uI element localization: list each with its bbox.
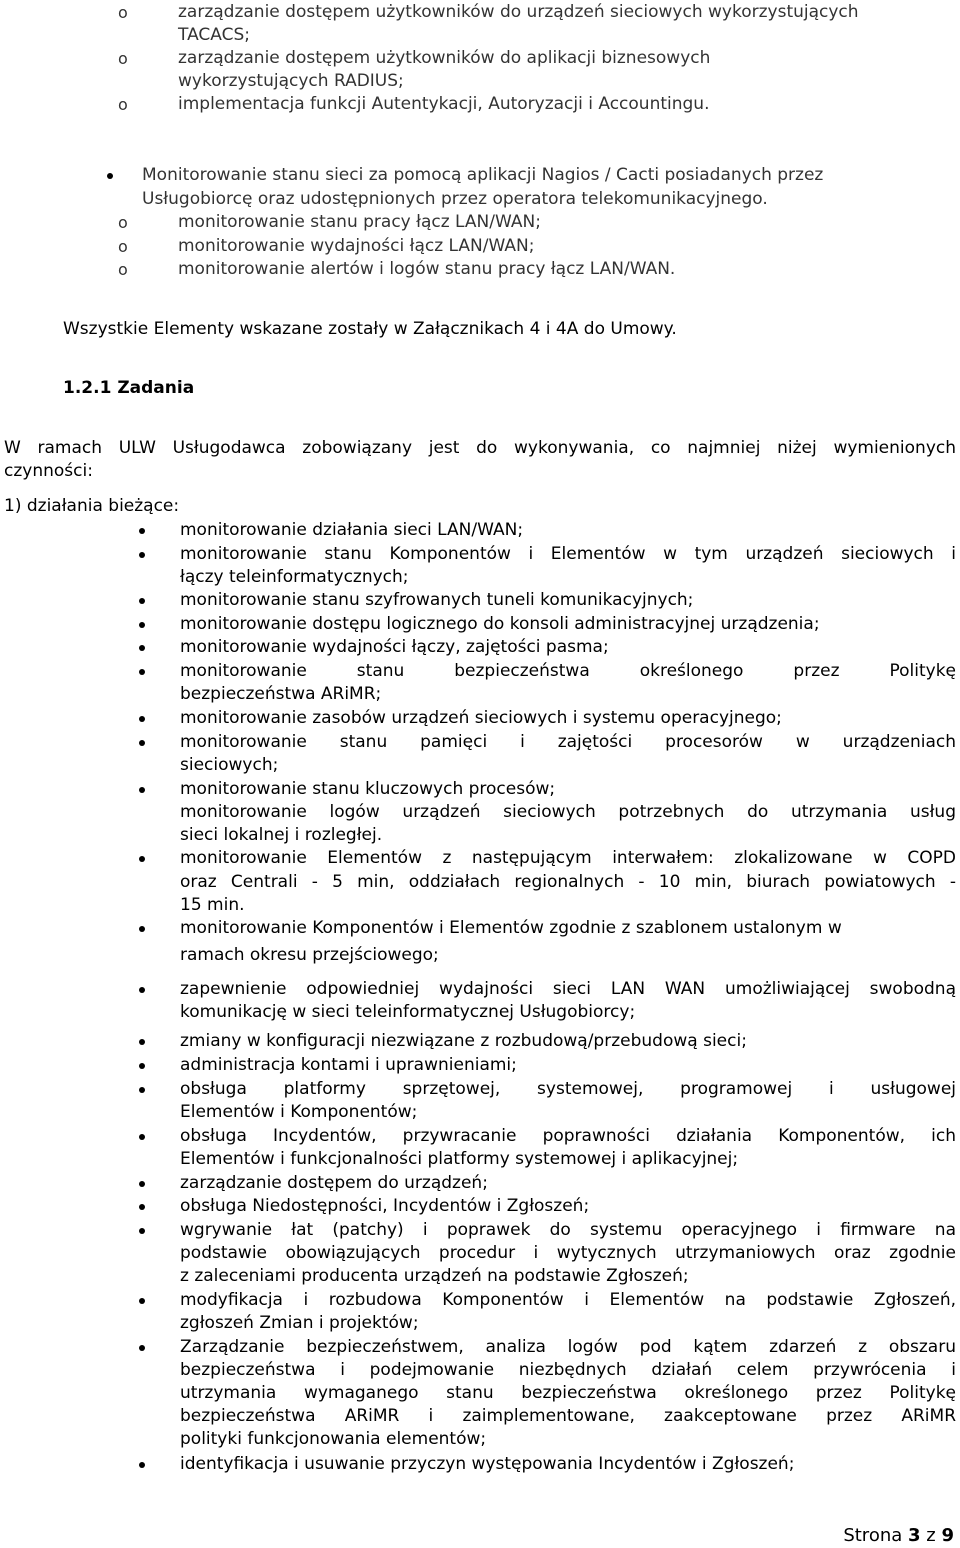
- bullet-dot: [139, 528, 145, 534]
- task-line: Elementów i Komponentów;: [180, 1102, 418, 1122]
- bullet-dot: [139, 787, 145, 793]
- bullet-line: Usługobiorcę oraz udostępnionych przez operatora telekomunikacyjnego.: [142, 189, 768, 209]
- sub-item-line: monitorowanie stanu pracy łącz LAN/WAN;: [178, 212, 541, 232]
- sub-bullet-marker: o: [118, 95, 128, 114]
- task-line: bezpieczeństwa ARiMR;: [180, 684, 382, 704]
- bullet-dot: [139, 1039, 145, 1045]
- bullet-dot: [139, 1228, 145, 1234]
- bullet-dot: [139, 622, 145, 628]
- bullet-dot: [139, 1087, 145, 1093]
- sub-bullet-marker: o: [118, 260, 128, 279]
- task-line: monitorowanie logów urządzeń sieciowych potrzebnych do utrzymania usług: [180, 802, 956, 822]
- task-line: monitorowanie stanu bezpieczeństwa określonego przez Politykę: [180, 661, 956, 681]
- task-line: modyfikacja i rozbudowa Komponentów i Elementów na podstawie Zgłoszeń,: [180, 1290, 956, 1310]
- bullet-dot: [139, 598, 145, 604]
- task-line: monitorowanie wydajności łączy, zajętości pasma;: [180, 637, 609, 657]
- task-line: obsługa Niedostępności, Incydentów i Zgłoszeń;: [180, 1196, 590, 1216]
- bullet-dot: [139, 552, 145, 558]
- intro-line: czynności:: [4, 461, 93, 481]
- bullet-dot: [139, 987, 145, 993]
- task-line: monitorowanie stanu kluczowych procesów;: [180, 779, 556, 799]
- task-line: zmiany w konfiguracji niezwiązane z rozbudową/przebudową sieci;: [180, 1031, 747, 1051]
- section-heading: 1.2.1 Zadania: [63, 378, 195, 398]
- task-line: administracja kontami i uprawnieniami;: [180, 1055, 517, 1075]
- task-line: monitorowanie stanu pamięci i zajętości procesorów w urządzeniach: [180, 732, 956, 752]
- bullet-dot: [139, 1134, 145, 1140]
- task-line: monitorowanie stanu szyfrowanych tuneli komunikacyjnych;: [180, 590, 694, 610]
- intro-line: W ramach ULW Usługodawca zobowiązany jest do wykonywania, co najmniej niżej wymienionych: [4, 438, 956, 458]
- task-line: obsługa platformy sprzętowej, systemowej, programowej i usługowej: [180, 1079, 956, 1099]
- task-line: z zaleceniami producenta urządzeń na podstawie Zgłoszeń;: [180, 1266, 689, 1286]
- task-line: obsługa Incydentów, przywracanie poprawności działania Komponentów, ich: [180, 1126, 956, 1146]
- elements-note: Wszystkie Elementy wskazane zostały w Załącznikach 4 i 4A do Umowy.: [63, 319, 677, 339]
- sub-item-line: monitorowanie alertów i logów stanu pracy łącz LAN/WAN.: [178, 259, 676, 279]
- task-line: monitorowanie stanu Komponentów i Elementów w tym urządzeń sieciowych i: [180, 544, 956, 564]
- task-line: zgłoszeń Zmian i projektów;: [180, 1313, 419, 1333]
- task-line: zarządzanie dostępem do urządzeń;: [180, 1173, 488, 1193]
- sub-bullet-marker: o: [118, 3, 128, 22]
- bullet-dot: [107, 173, 113, 179]
- task-line: Elementów i funkcjonalności platformy systemowej i aplikacyjnej;: [180, 1149, 739, 1169]
- task-line: 15 min.: [180, 895, 245, 915]
- task-line: monitorowanie Elementów z następującym interwałem: zlokalizowane w COPD: [180, 848, 956, 868]
- task-line: identyfikacja i usuwanie przyczyn występowania Incydentów i Zgłoszeń;: [180, 1454, 795, 1474]
- sub-bullet-marker: o: [118, 237, 128, 256]
- page-label: Strona: [843, 1525, 903, 1546]
- task-line: sieciowych;: [180, 755, 279, 775]
- bullet-dot: [139, 716, 145, 722]
- sub-item-line: zarządzanie dostępem użytkowników do aplikacji biznesowych: [178, 48, 711, 68]
- sub-item-line: monitorowanie wydajności łącz LAN/WAN;: [178, 236, 535, 256]
- page-total: 9: [941, 1525, 954, 1546]
- bullet-dot: [139, 1181, 145, 1187]
- bullet-dot: [139, 645, 145, 651]
- sub-item-line: zarządzanie dostępem użytkowników do urządzeń sieciowych wykorzystujących: [178, 2, 859, 22]
- sub-item-line: implementacja funkcji Autentykacji, Autoryzacji i Accountingu.: [178, 94, 710, 114]
- sub-bullet-marker: o: [118, 213, 128, 232]
- task-line: zapewnienie odpowiedniej wydajności sieci LAN WAN umożliwiającej swobodną: [180, 979, 956, 999]
- task-line: komunikację w sieci teleinformatycznej Usługobiorcy;: [180, 1002, 636, 1022]
- task-line: monitorowanie zasobów urządzeń sieciowych i systemu operacyjnego;: [180, 708, 782, 728]
- task-line: monitorowanie dostępu logicznego do konsoli administracyjnej urządzenia;: [180, 614, 820, 634]
- bullet-line: Monitorowanie stanu sieci za pomocą aplikacji Nagios / Cacti posiadanych przez: [142, 165, 824, 185]
- list-label: 1) działania bieżące:: [4, 496, 180, 516]
- task-line: utrzymania wymaganego stanu bezpieczeństwa określonego przez Politykę: [180, 1383, 956, 1403]
- bullet-dot: [139, 856, 145, 862]
- sub-item-line: TACACS;: [178, 25, 250, 45]
- task-line: ramach okresu przejściowego;: [180, 945, 439, 965]
- bullet-dot: [139, 1204, 145, 1210]
- task-line: bezpieczeństwa i podejmowanie niezbędnych działań celem przywrócenia i: [180, 1360, 956, 1380]
- task-line: Zarządzanie bezpieczeństwem, analiza logów pod kątem zdarzeń z obszaru: [180, 1337, 956, 1357]
- bullet-dot: [139, 669, 145, 675]
- task-line: wgrywanie łat (patchy) i poprawek do systemu operacyjnego i firmware na: [180, 1220, 956, 1240]
- bullet-dot: [139, 740, 145, 746]
- page-footer: [843, 1524, 954, 1548]
- task-line: łączy teleinformatycznych;: [180, 567, 409, 587]
- bullet-dot: [139, 1298, 145, 1304]
- task-line: sieci lokalnej i rozległej.: [180, 825, 383, 845]
- page-sep: z: [926, 1525, 936, 1546]
- bullet-dot: [139, 1063, 145, 1069]
- bullet-dot: [139, 1345, 145, 1351]
- sub-item-line: wykorzystujących RADIUS;: [178, 71, 404, 91]
- bullet-dot: [139, 1462, 145, 1468]
- sub-bullet-marker: o: [118, 49, 128, 68]
- task-line: monitorowanie Komponentów i Elementów zgodnie z szablonem ustalonym w: [180, 918, 842, 938]
- task-line: polityki funkcjonowania elementów;: [180, 1429, 487, 1449]
- task-line: podstawie obowiązujących procedur i wytycznych utrzymaniowych oraz zgodnie: [180, 1243, 956, 1263]
- task-line: monitorowanie działania sieci LAN/WAN;: [180, 520, 524, 540]
- page-current: 3: [908, 1525, 921, 1546]
- task-line: bezpieczeństwa ARiMR i zaimplementowane, zaakceptowane przez ARiMR: [180, 1406, 956, 1426]
- bullet-dot: [139, 926, 145, 932]
- task-line: oraz Centrali - 5 min, oddziałach regionalnych - 10 min, biurach powiatowych -: [180, 872, 956, 892]
